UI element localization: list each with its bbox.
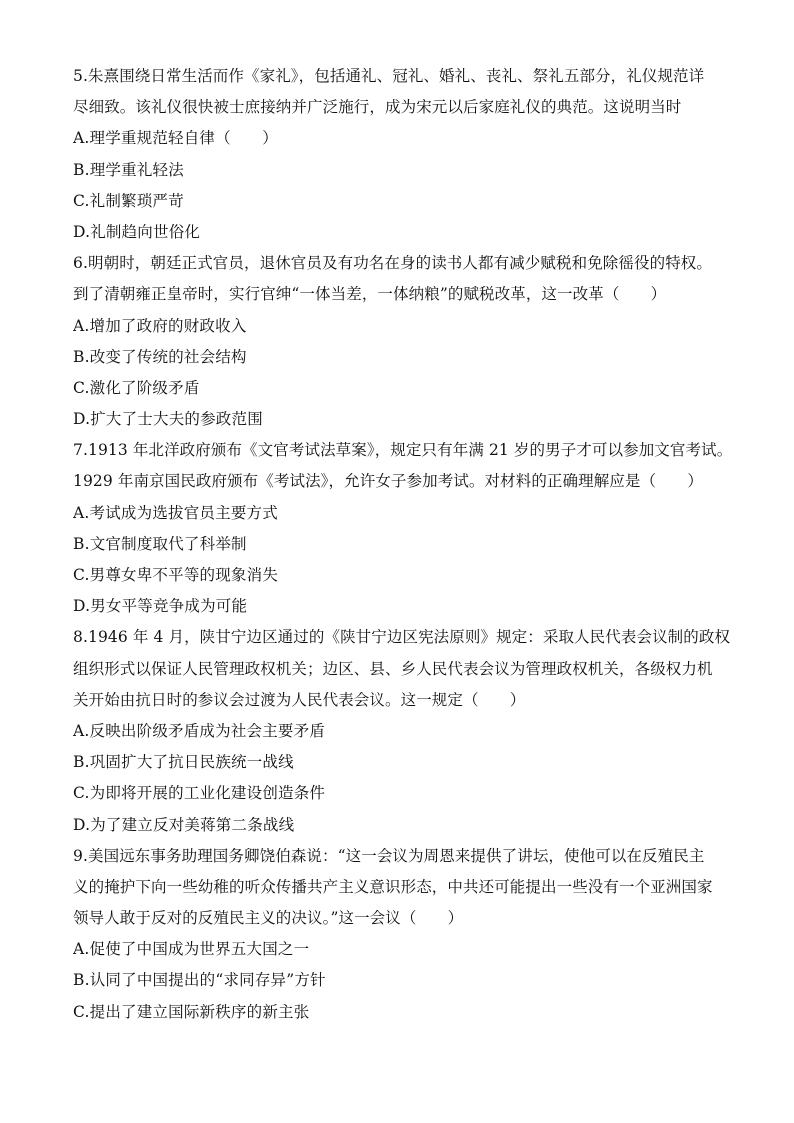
question-9 [73,841,743,1028]
option-b: B.改变了传统的社会结构 [73,347,247,366]
option-b: B.认同了中国提出的“求同存异”方针 [73,971,326,990]
stem-line: 义的掩护下向一些幼稚的听众传播共产主义意识形态，中共还可能提出一些没有一个亚洲国家 [73,877,713,896]
option-c: C.为即将开展的工业化建设创造条件 [73,784,326,803]
stem-line: 组织形式以保证人民管理政权机关；边区、县、乡人民代表会议为管理政权机关，各级权力机 [73,659,713,678]
question-stem [73,841,743,935]
stem-line: 领导人敢于反对的反殖民主义的决议。”这一会议（ ） [73,909,464,928]
option-d: D.男女平等竞争成为可能 [73,597,248,616]
option-c: C.男尊女卑不平等的现象消失 [73,566,279,584]
option-a: A.考试成为选拔官员主要方式 [73,503,278,522]
question-list [73,61,743,1028]
option-a: A.理学重规范轻自律（ ） [73,129,278,148]
stem-line: 1929 年南京国民政府颁布《考试法》，允许女子参加考试。对材料的正确理解应是（ ） [73,472,703,491]
question-stem [73,435,743,497]
option-d: D.扩大了士大夫的参政范围 [73,410,263,429]
question-stem [73,248,743,310]
stem-line: 7.1913 年北洋政府颁布《文官考试法草案》，规定只有年满 21 岁的男子才可以参加文官考试。 [73,441,733,460]
option-d: D.为了建立反对美蒋第二条战线 [73,815,295,834]
stem-line: 9.美国远东事务助理国务卿饶伯森说：“这一会议为周恩来提供了讲坛，使他可以在反殖民主 [73,846,705,865]
question-stem [73,622,743,716]
option-a: A.增加了政府的财政收入 [73,316,247,335]
stem-line: 5.朱熹围绕日常生活而作《家礼》，包括通礼、冠礼、婚礼、丧礼、祭礼五部分，礼仪规范详 [73,67,705,85]
stem-line: 关开始由抗日时的参议会过渡为人民代表会议。这一规定（ ） [73,690,526,709]
question-stem [73,61,743,123]
question-8 [73,622,743,840]
question-7 [73,435,743,622]
stem-line: 尽细致。该礼仪很快被士庶接纳并广泛施行，成为宋元以后家庭礼仪的典范。这说明当时 [73,98,682,117]
stem-line: 到了清朝雍正皇帝时，实行官绅“一体当差，一体纳粮”的赋税改革，这一改革（ ） [73,285,667,304]
option-a: A.反映出阶级矛盾成为社会主要矛盾 [73,721,326,740]
option-b: B.巩固扩大了抗日民族统一战线 [73,753,294,772]
option-b: B.文官制度取代了科举制 [73,534,247,553]
question-6 [73,248,743,435]
question-5 [73,61,743,248]
stem-line: 8.1946 年 4 月，陕甘宁边区通过的《陕甘宁边区宪法原则》规定：采取人民代表会议制的政权 [73,628,731,647]
stem-line: 6.明朝时，朝廷正式官员，退休官员及有功名在身的读书人都有减少赋税和免除徭役的特权。 [73,254,712,273]
option-c: C.礼制繁琐严苛 [73,191,184,210]
option-a: A.促使了中国成为世界五大国之一 [73,940,310,959]
option-c: C.提出了建立国际新秩序的新主张 [73,1002,310,1021]
option-b: B.理学重礼轻法 [73,160,184,179]
option-d: D.礼制趋向世俗化 [73,222,201,241]
option-c: C.激化了阶级矛盾 [73,378,200,397]
